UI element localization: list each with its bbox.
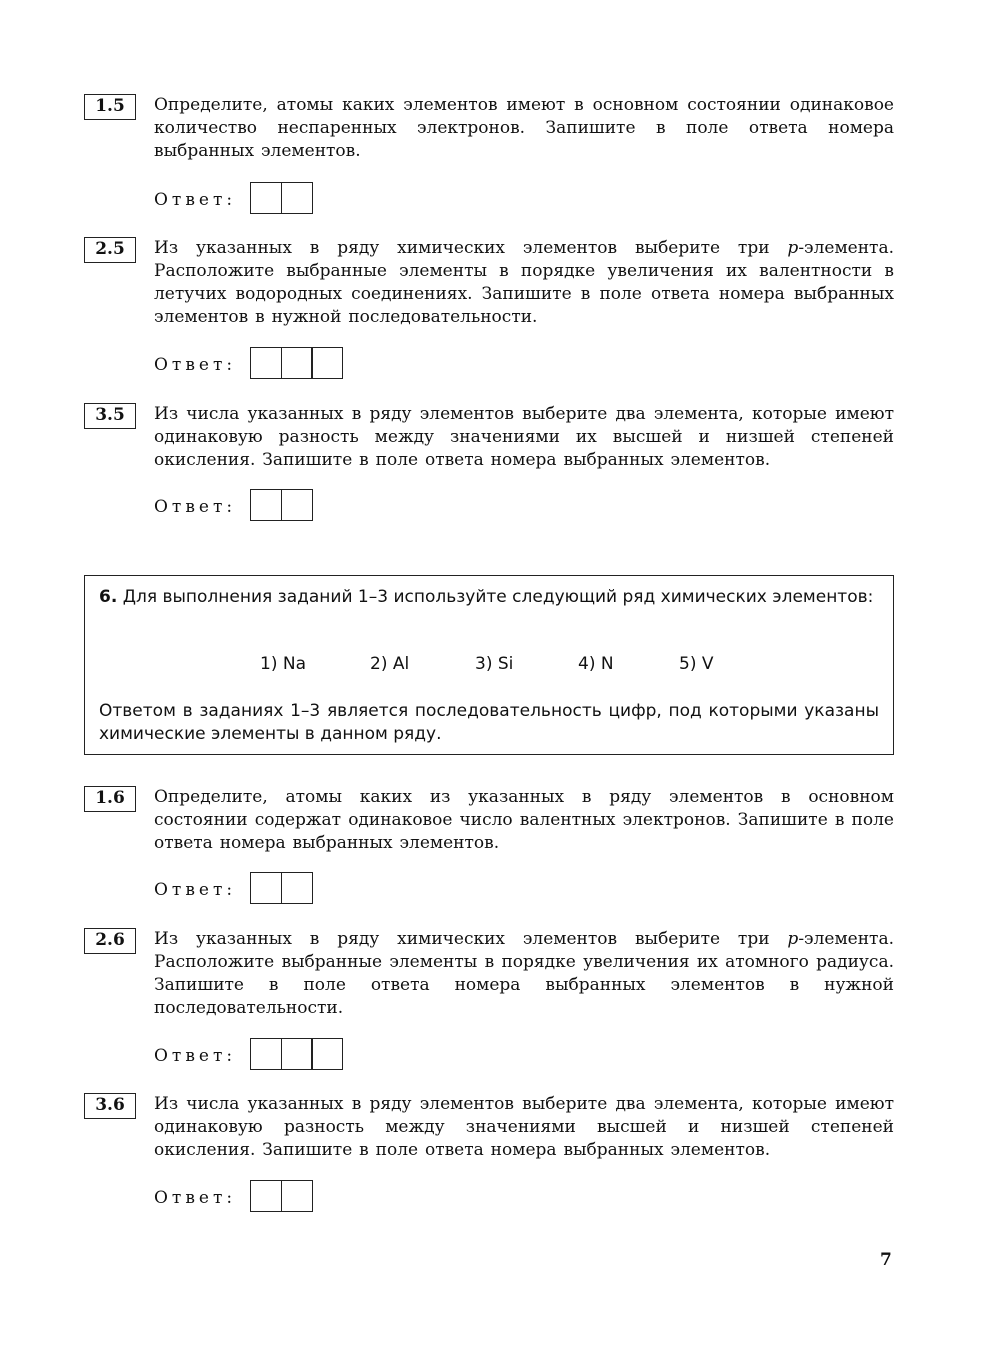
info-number: 6. bbox=[99, 587, 118, 607]
info-intro: 6. Для выполнения заданий 1–3 используйте следующий ряд химических элементов: bbox=[99, 587, 874, 607]
task-number: 1.6 bbox=[84, 786, 136, 812]
answer-cells bbox=[250, 489, 313, 521]
answer-cell[interactable] bbox=[281, 182, 313, 214]
task-3-6 bbox=[84, 1093, 894, 1208]
answer-cells bbox=[250, 1038, 343, 1070]
task-number: 2.6 bbox=[84, 928, 136, 954]
task-text: Из указанных в ряду химических элементов выберите три p-элемента. Расположите выбранные элементы в порядке увеличения их атомного радиуса. Запишите в поле ответа номера выбранных элементов в нужной последовательности. bbox=[154, 929, 894, 1018]
element-item: 1) Na bbox=[260, 654, 306, 674]
answer-cell[interactable] bbox=[311, 1038, 343, 1070]
task-1-5 bbox=[84, 94, 894, 210]
info-outro: Ответом в заданиях 1–3 является последовательность цифр, под которыми указаны химические элементы в данном ряду. bbox=[99, 701, 879, 744]
answer-label: Ответ: bbox=[154, 355, 237, 375]
answer-label: Ответ: bbox=[154, 880, 237, 900]
answer-label: Ответ: bbox=[154, 497, 237, 517]
answer-cell[interactable] bbox=[250, 1180, 282, 1212]
task-text: Определите, атомы каких элементов имеют в основном состоянии одинаковое количество неспаренных электронов. Запишите в поле ответа номера выбранных элементов. bbox=[154, 95, 894, 161]
element-item: 3) Si bbox=[475, 654, 514, 674]
task-3-5 bbox=[84, 403, 894, 517]
element-item: 5) V bbox=[679, 654, 714, 674]
answer-cell[interactable] bbox=[281, 1038, 313, 1070]
answer-cell[interactable] bbox=[250, 1038, 282, 1070]
answer-cell[interactable] bbox=[311, 347, 343, 379]
task-text: Из числа указанных в ряду элементов выберите два элемента, которые имеют одинаковую разность между значениями высшей и низшей степеней окисления. Запишите в поле ответа номера выбранных элементов. bbox=[154, 1094, 894, 1160]
answer-cell[interactable] bbox=[281, 1180, 313, 1212]
answer-label: Ответ: bbox=[154, 1188, 237, 1208]
page-number: 7 bbox=[880, 1250, 892, 1270]
answer-cells bbox=[250, 182, 313, 214]
answer-cells bbox=[250, 872, 313, 904]
answer-cell[interactable] bbox=[250, 347, 282, 379]
answer-label: Ответ: bbox=[154, 1046, 237, 1066]
answer-cell[interactable] bbox=[250, 182, 282, 214]
task-number: 3.6 bbox=[84, 1093, 136, 1119]
info-box bbox=[84, 575, 894, 755]
task-text: Определите, атомы каких из указанных в ряду элементов в основном состоянии содержат одинаковое число валентных электронов. Запишите в поле ответа номера выбранных элементов. bbox=[154, 787, 894, 853]
task-text: Из указанных в ряду химических элементов выберите три p-элемента. Расположите выбранные элементы в порядке увеличения их валентности в летучих водородных соединениях. Запишите в поле ответа номера выбранных элементов в нужной последовательности. bbox=[154, 238, 894, 327]
element-item: 4) N bbox=[578, 654, 614, 674]
answer-cell[interactable] bbox=[281, 872, 313, 904]
element-item: 2) Al bbox=[370, 654, 410, 674]
answer-label: Ответ: bbox=[154, 190, 237, 210]
element-series bbox=[85, 654, 893, 678]
task-1-6 bbox=[84, 786, 894, 900]
answer-cells bbox=[250, 347, 343, 379]
answer-cells bbox=[250, 1180, 313, 1212]
answer-cell[interactable] bbox=[281, 489, 313, 521]
task-2-5 bbox=[84, 237, 894, 375]
task-text: Из числа указанных в ряду элементов выберите два элемента, которые имеют одинаковую разность между значениями их высшей и низшей степеней окисления. Запишите в поле ответа номера выбранных элементов. bbox=[154, 404, 894, 470]
task-number: 1.5 bbox=[84, 94, 136, 120]
task-number: 3.5 bbox=[84, 403, 136, 429]
answer-cell[interactable] bbox=[281, 347, 313, 379]
task-2-6 bbox=[84, 928, 894, 1066]
task-number: 2.5 bbox=[84, 237, 136, 263]
answer-cell[interactable] bbox=[250, 872, 282, 904]
answer-cell[interactable] bbox=[250, 489, 282, 521]
